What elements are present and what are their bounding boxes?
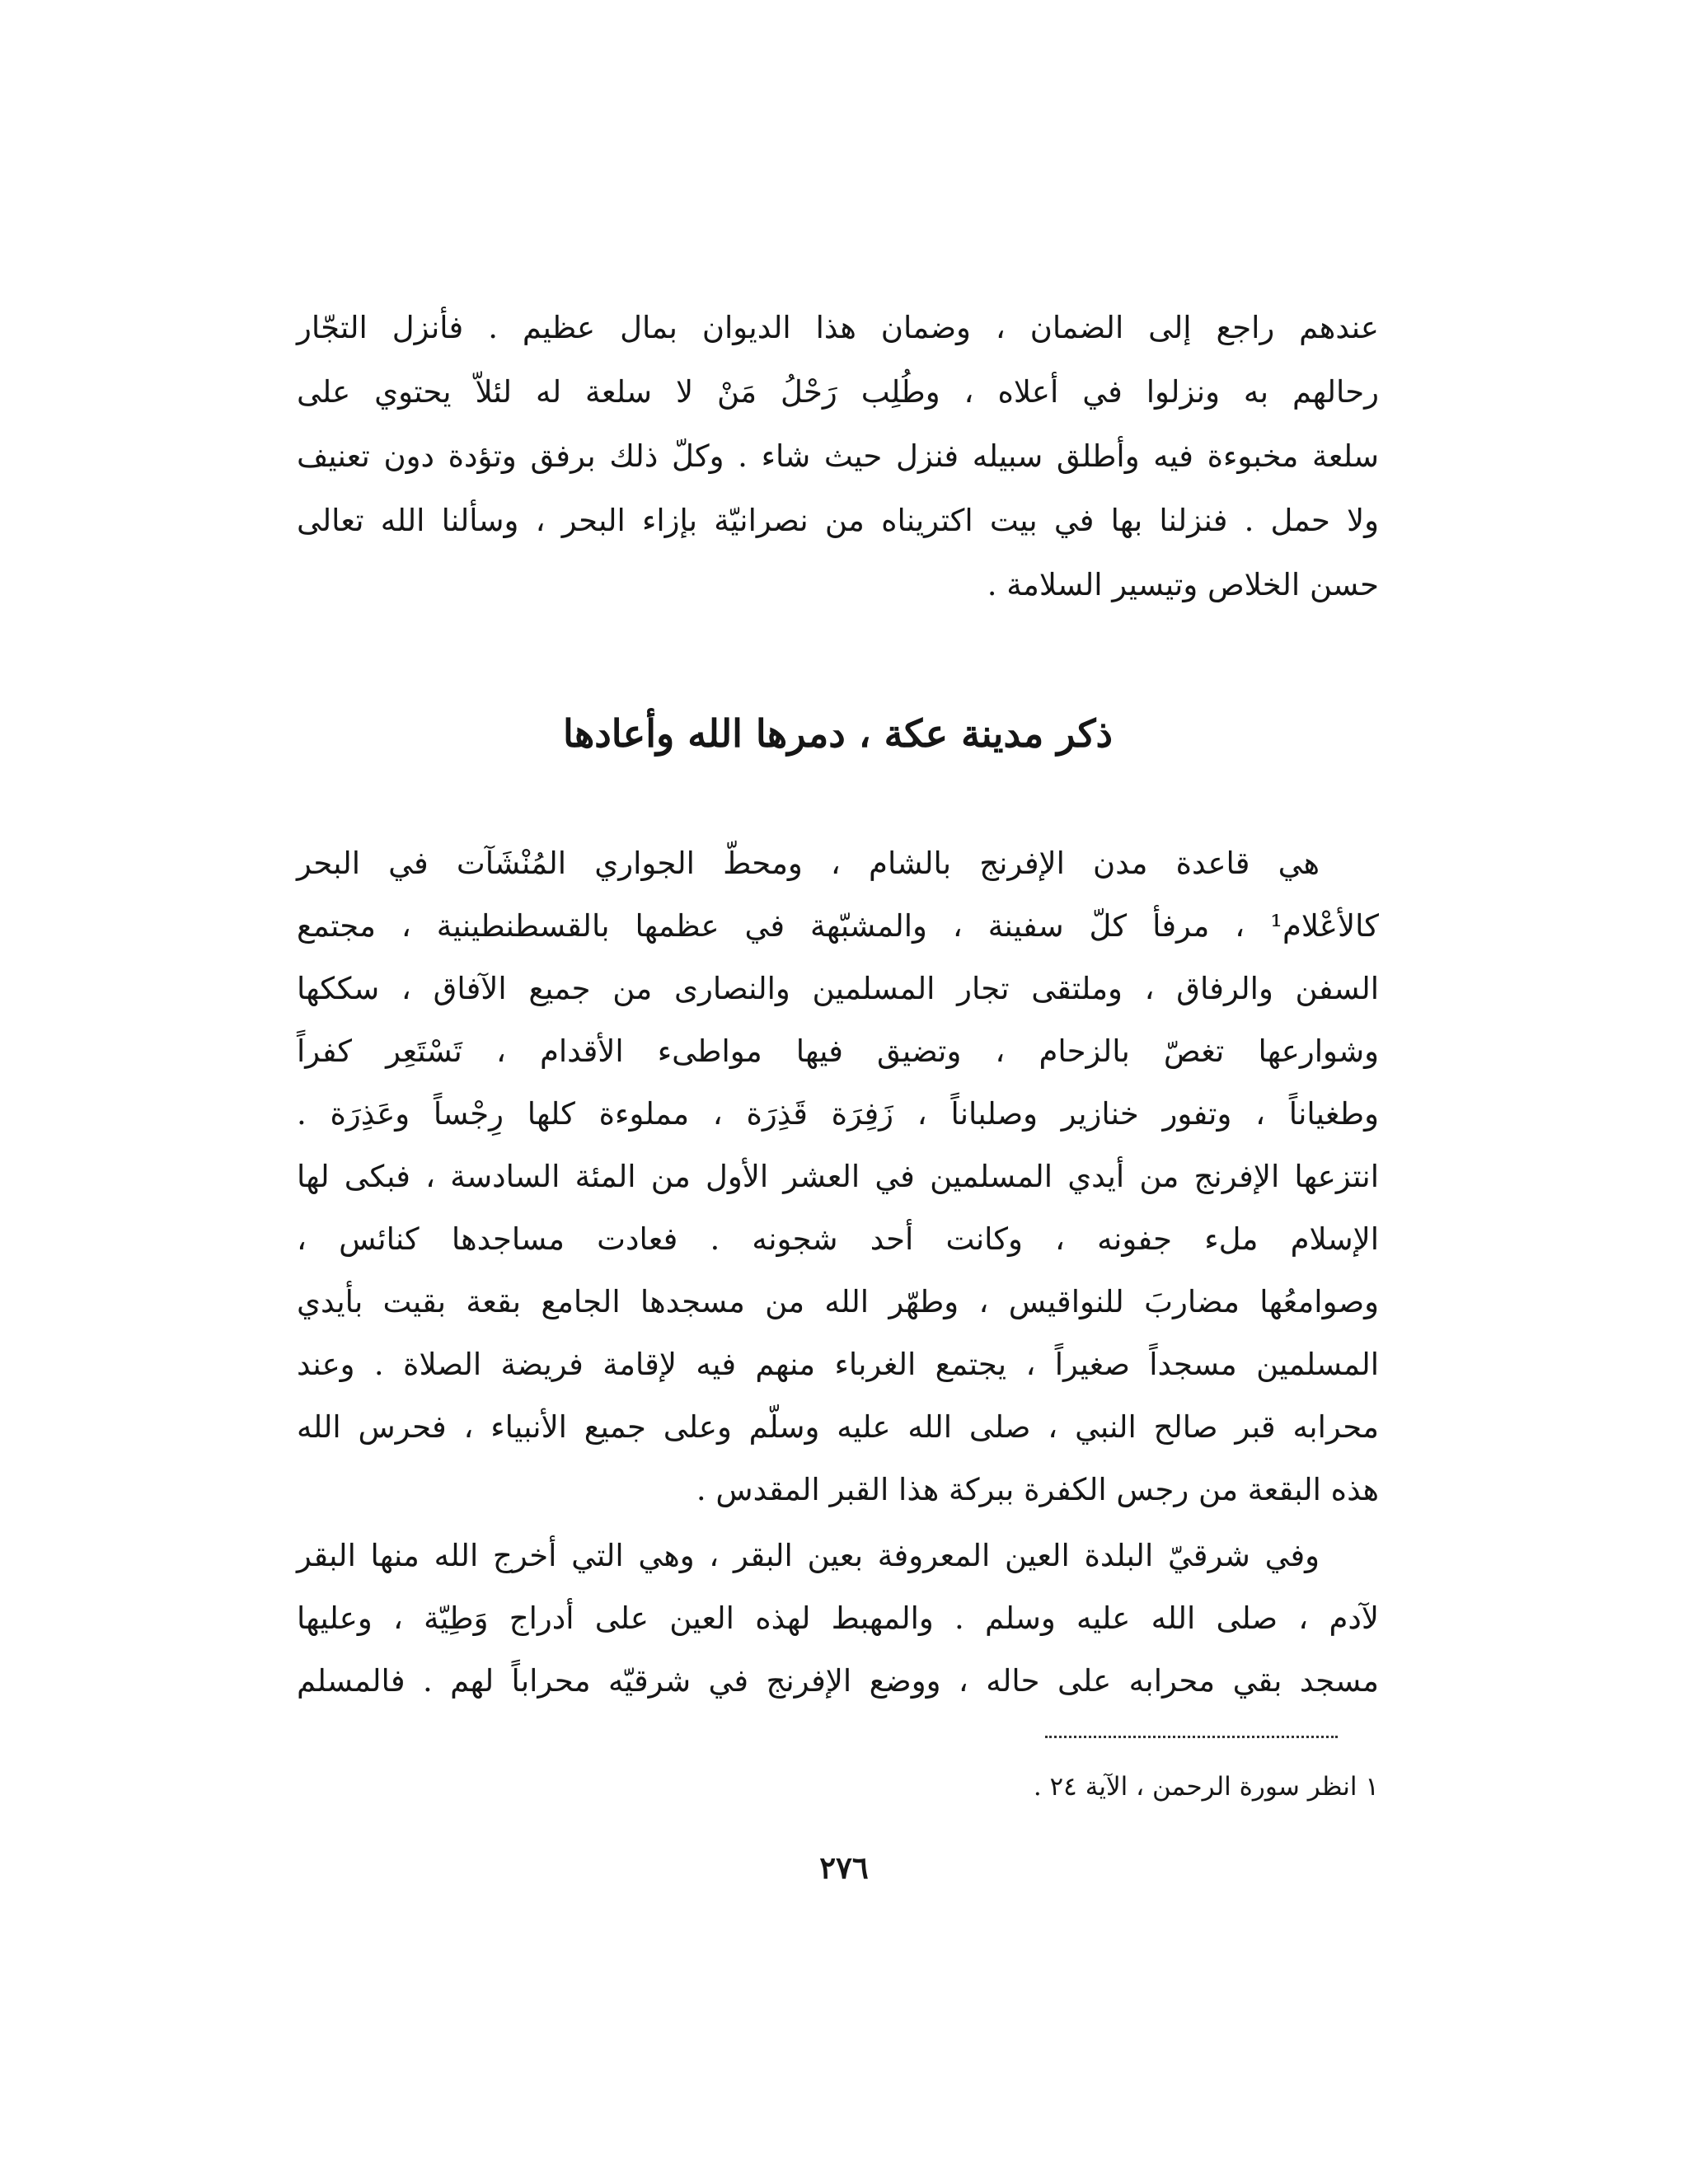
page-number: ٢٧٦ xyxy=(819,1849,869,1886)
section-heading: ذكر مدينة عكة ، دمرها الله وأعادها xyxy=(562,711,1114,756)
text-line: الإسلام ملء جفونه ، وكانت أحد شجونه . فعادت مساجدها كنائس ، xyxy=(297,1221,1379,1257)
text-line: وصوامعُها مضاربَ للنواقيس ، وطهّر الله من مسجدها الجامع بقعة بقيت بأيدي xyxy=(297,1284,1379,1319)
text-line: لآدم ، صلى الله عليه وسلم . والمهبط لهذه العين على أدراج وَطِيّة ، وعليها xyxy=(297,1601,1379,1636)
text-line: انتزعها الإفرنج من أيدي المسلمين في العشر الأول من المئة السادسة ، فبكى لها xyxy=(297,1159,1379,1194)
text-line: حسن الخلاص وتيسير السلامة . xyxy=(987,567,1379,602)
text-line: مسجد بقي محرابه على حاله ، ووضع الإفرنج في شرقيّه محراباً لهم . فالمسلم xyxy=(297,1663,1379,1699)
text-line: محرابه قبر صالح النبي ، صلى الله عليه وسلّم وعلى جميع الأنبياء ، فحرس الله xyxy=(297,1409,1379,1445)
text-line: هي قاعدة مدن الإفرنج بالشام ، ومحطّ الجواري المُنْشَآت في البحر xyxy=(297,846,1320,881)
text-line: رحالهم به ونزلوا في أعلاه ، وطُلِب رَحْلُ مَنْ لا سلعة له لئلاّ يحتوي على xyxy=(297,374,1379,410)
paragraph-spring xyxy=(297,1531,1379,1713)
paragraph-akka xyxy=(297,839,1379,1507)
text-line: كالأعْلام¹ ، مرفأ كلّ سفينة ، والمشبّهة في عظمها بالقسطنطينية ، مجتمع xyxy=(297,908,1379,944)
paragraph-continuation xyxy=(297,303,1379,602)
text-line: هذه البقعة من رجس الكفرة ببركة هذا القبر المقدس . xyxy=(696,1472,1379,1507)
text-line: سلعة مخبوءة فيه وأطلق سبيله فنزل حيث شاء . وكلّ ذلك برفق وتؤدة دون تعنيف xyxy=(297,438,1379,474)
footnote-separator xyxy=(1045,1736,1338,1738)
text-line: عندهم راجع إلى الضمان ، وضمان هذا الديوان بمال عظيم . فأنزل التجّار xyxy=(297,310,1379,345)
text-line: وطغياناً ، وتفور خنازير وصلباناً ، زَفِرَة قَذِرَة ، مملوءة كلها رِجْساً وعَذِرَة . xyxy=(297,1096,1379,1132)
text-line: ولا حمل . فنزلنا بها في بيت اكتريناه من نصرانيّة بإزاء البحر ، وسألنا الله تعالى xyxy=(297,503,1379,538)
text-line: السفن والرفاق ، وملتقى تجار المسلمين والنصارى من جميع الآفاق ، سككها xyxy=(297,971,1379,1006)
text-line: وفي شرقيّ البلدة العين المعروفة بعين البقر ، وهي التي أخرج الله منها البقر xyxy=(297,1538,1320,1573)
text-line: المسلمين مسجداً صغيراً ، يجتمع الغرباء منهم فيه لإقامة فريضة الصلاة . وعند xyxy=(297,1347,1379,1382)
text-line: وشوارعها تغصّ بالزحام ، وتضيق فيها مواطىء الأقدام ، تَسْتَعِر كفراً xyxy=(297,1033,1379,1069)
footnote: ١ انظر سورة الرحمن ، الآية ٢٤ . xyxy=(1033,1772,1379,1802)
